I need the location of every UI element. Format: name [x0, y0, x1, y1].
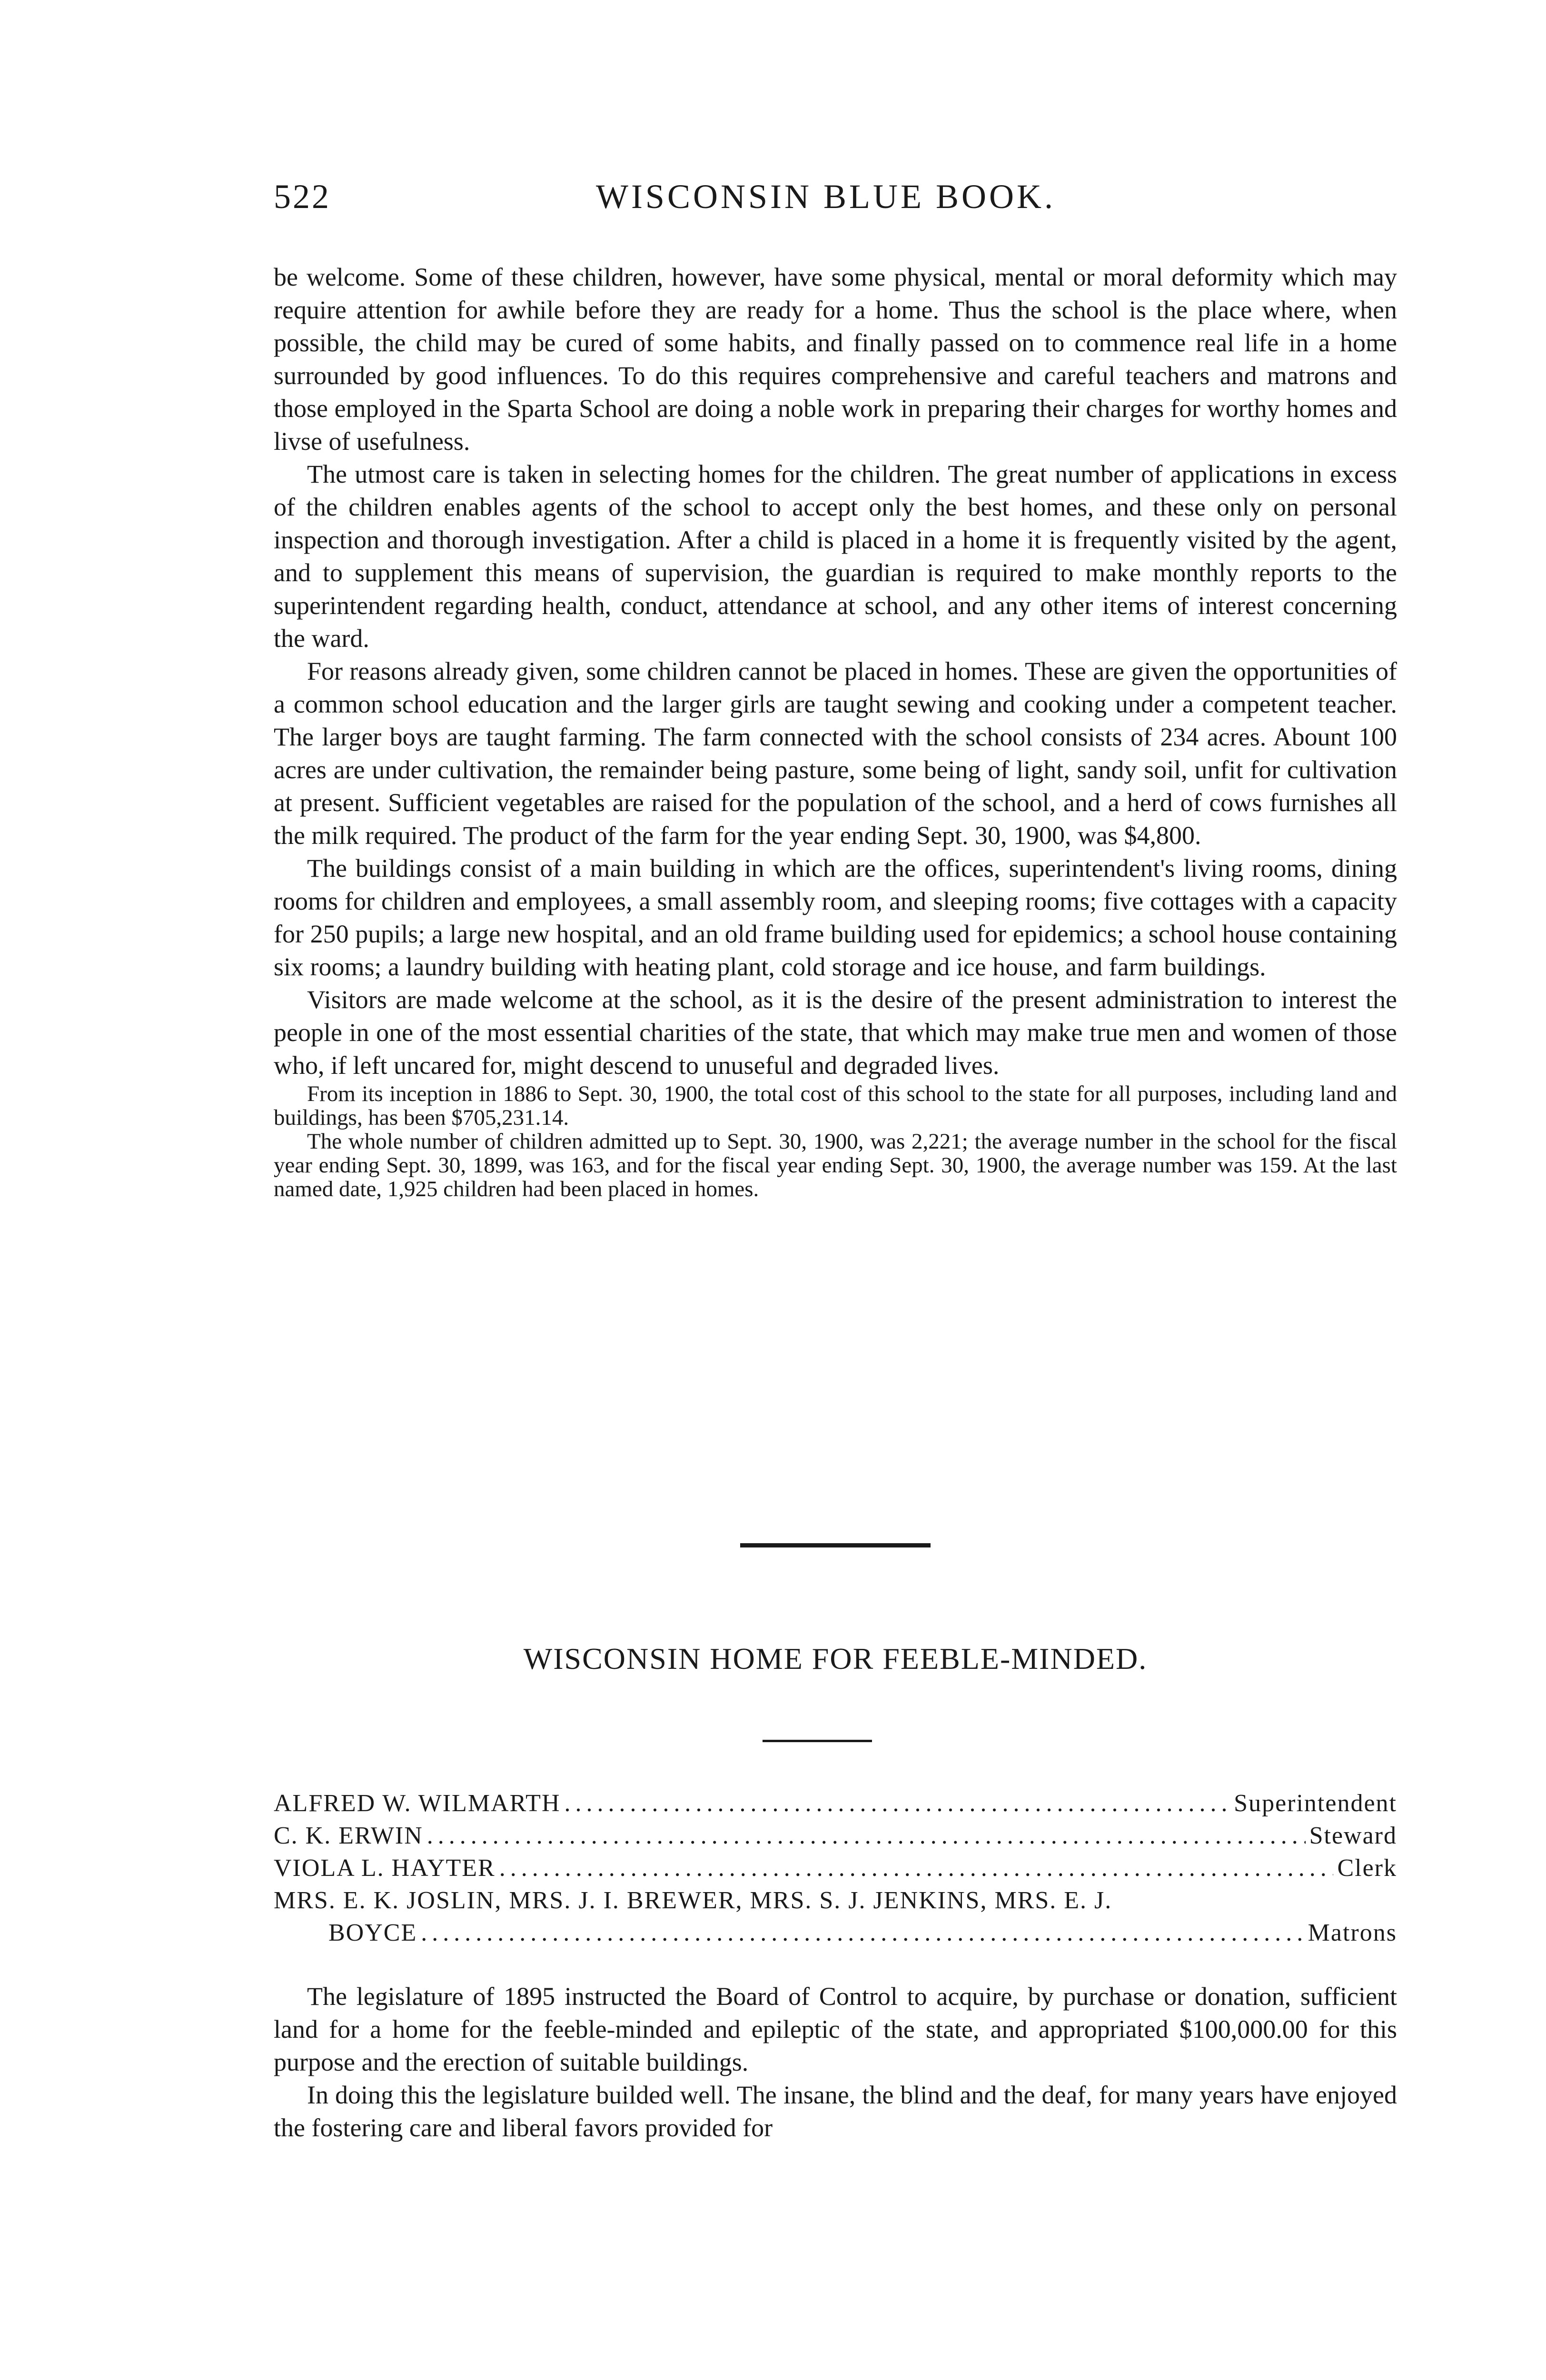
staff-entry [274, 1787, 1397, 1820]
paragraph: The utmost care is taken in selecting homes for the children. The great number of applications in excess of the children enables agents of the school to accept only the best homes, and these only on personal inspection and thorough investigation. After a child is placed in a home it is frequently visited by the agent, and to supplement this means of supervision, the guardian is required to make monthly reports to the superintendent regarding health, conduct, attendance at school, and any other items of interest concerning the ward. [274, 460, 1397, 653]
section-heading: WISCONSIN HOME FOR FEEBLE-MINDED. [523, 1642, 1148, 1676]
staff-role: Clerk [1337, 1854, 1397, 1882]
running-title: WISCONSIN BLUE BOOK. [596, 178, 1056, 216]
dot-leader [427, 1820, 1306, 1852]
paragraph: From its inception in 1886 to Sept. 30, 1900, the total cost of this school to the state for all purposes, including land and buildings, has been $705,231.14. [274, 1081, 1397, 1130]
paragraph: The buildings consist of a main building in which are the offices, superintendent's living rooms, dining rooms for children and employees, a small assembly room, and sleeping rooms; five cottages with a capacity for 250 pupils; a large new hospital, and an old frame building used for epidemics; a school house containing six rooms; a laundry building with heating plant, cold storage and ice house, and farm buildings. [274, 854, 1397, 981]
paragraph: In doing this the legislature builded well. The insane, the blind and the deaf, for many years have enjoyed the fostering care and liberal favors provided for [274, 2081, 1397, 2142]
paragraph: The legislature of 1895 instructed the Board of Control to acquire, by purchase or donation, sufficient land for a home for the feeble-minded and epileptic of the state, and appropriated $100,000.00 for this purpose and the erection of suitable buildings. [274, 1982, 1397, 2076]
staff-name: ALFRED W. WILMARTH [274, 1790, 561, 1817]
staff-name: C. K. ERWIN [274, 1822, 423, 1849]
paragraph: The whole number of children admitted up to Sept. 30, 1900, was 2,221; the average number in the school for the fiscal year ending Sept. 30, 1899, was 163, and for the fiscal year ending Sept. 30, 1900, the average number was 159. At the last named date, 1,925 children had been placed in homes. [274, 1129, 1397, 1201]
staff-role: Steward [1309, 1822, 1397, 1849]
staff-role: Superintendent [1234, 1790, 1397, 1817]
matrons-line: MRS. E. K. JOSLIN, MRS. J. I. BREWER, MRS. S. J. JENKINS, MRS. E. J. [274, 1887, 1112, 1914]
staff-role: Matrons [1308, 1919, 1397, 1946]
paragraph: For reasons already given, some children cannot be placed in homes. These are given the opportunities of a common school education and the larger girls are taught sewing and cooking under a competent teacher. The larger boys are taught farming. The farm connected with the school consists of 234 acres. Abount 100 acres are under cultivation, the remainder being pasture, some being of light, sandy soil, unfit for cultivation at present. Sufficient vegetables are raised for the population of the school, and a herd of cows furnishes all the milk required. The product of the farm for the year ending Sept. 30, 1900, was $4,800. [274, 657, 1397, 850]
paragraph: be welcome. Some of these children, however, have some physical, mental or moral deformity which may require attention for awhile before they are ready for a home. Thus the school is the place where, when possible, the child may be cured of some habits, and finally passed on to commence real life in a home surrounded by good influences. To do this requires comprehensive and careful teachers and matrons and those employed in the Sparta School are doing a noble work in preparing their charges for worthy homes and livse of usefulness. [274, 263, 1397, 456]
dot-leader [499, 1852, 1334, 1884]
dot-leader [565, 1787, 1230, 1820]
staff-name: VIOLA L. HAYTER [274, 1854, 496, 1882]
statistics-block [274, 1082, 1397, 1201]
staff-name: BOYCE [328, 1919, 417, 1946]
page-number: 522 [274, 178, 331, 216]
staff-entry [274, 1852, 1397, 1884]
continued-text [274, 261, 1397, 1201]
dot-leader [421, 1917, 1304, 1949]
staff-entry [274, 1820, 1397, 1852]
staff-list [274, 1787, 1397, 1949]
page-header [274, 177, 1378, 229]
heading-rule [763, 1740, 872, 1742]
section-text [274, 1980, 1397, 2144]
staff-entry [274, 1917, 1397, 1949]
section-divider [740, 1543, 931, 1547]
paragraph: Visitors are made welcome at the school, as it is the desire of the present administration to interest the people in one of the most essential charities of the state, that which may make true men and women of those who, if left uncared for, might descend to unuseful and degraded lives. [274, 985, 1397, 1080]
